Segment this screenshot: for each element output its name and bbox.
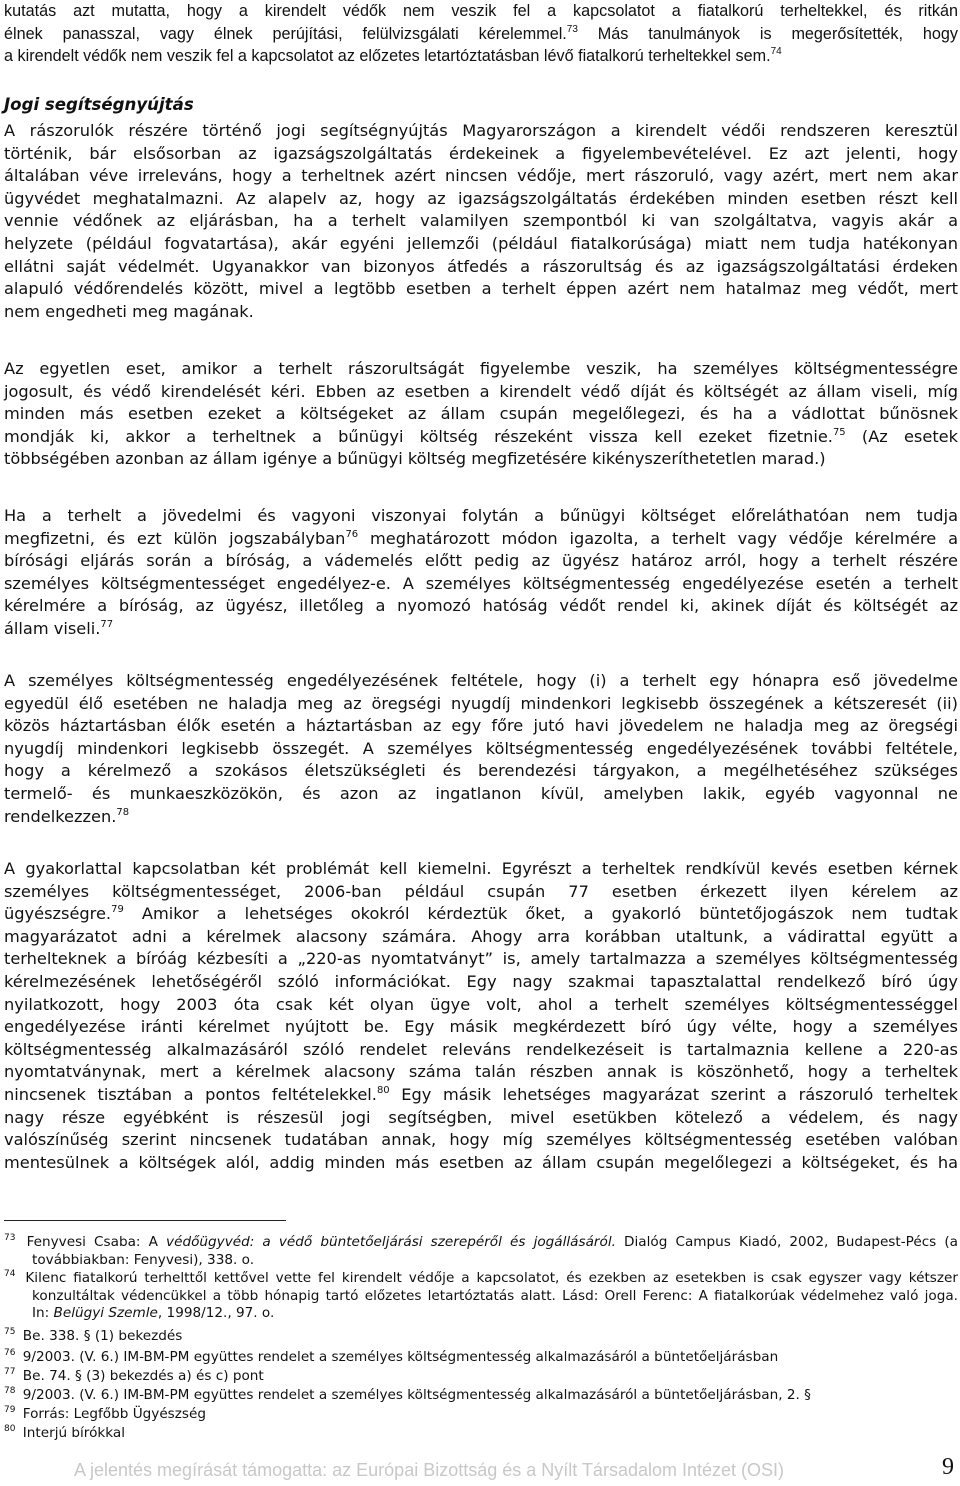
section-heading: Jogi segítségnyújtás [4,95,194,114]
text-line: ügyészségre.$^{79}$ Amikor a lehetséges okokról kérdeztük őket, a gyakorló büntetőjogászok nem tudtak [4,904,958,924]
text-line: terhelteknek a bíróág kézbesíti a „220-as nyomtatványt” is, amely tartalmazza a személyes költségmentesség [4,949,958,969]
text-line: magyarázatot adni a kérelmek alacsony számára. Ahogy arra korábban utaltunk, a vádirattal együtt a [4,926,958,946]
text-line: személyes költségmentességet engedélyez-e. A személyes költségmentesség engedélyezése esetén a terhelt [4,573,958,593]
text-line: rendelkezzen.$^{78}$ [4,806,130,826]
footnote-ref-76[interactable]: 76 [345,528,359,540]
text-line: nem engedheti meg magának. [4,301,254,321]
paragraph-practice-problems [4,858,958,1174]
text-line: A gyakorlattal kapcsolatban két problémát kell kiemelni. Egyrészt a terheltek rendkívül kevés esetben kérnek [4,859,958,878]
intro-paragraph [4,0,958,68]
footnote-76: $^{76}$ 9/2003. (V. 6.) IM-BM-PM együttes rendelet a személyes költségmentesség alkalmazásáról a büntetőeljárásban [4,1348,779,1365]
text-line: engedélyezése iránti kérelmet nyújtott be. Egy másik megkérdezett bíró úgy vélte, hogy a személyes [4,1017,958,1037]
footnote-line: konzultáltak védencükkel a több hónapig tartó előzetes letartóztatás alatt. Lásd: Orell Ferenc: A fiatalkorúak védelmehez való joga. [32,1287,958,1304]
page-number: 9 [942,1454,954,1480]
text-line: nyugdíj mindenkori legkisebb összegét. A személyes költségmentesség engedélyezésének további feltétele, [4,738,958,758]
text-line: többségében azonban az állam igénye a bűnügyi költség megfizetésére kikényszeríthetetlen marad.) [4,449,826,469]
footnote-77: $^{77}$ Be. 74. § (3) bekezdés a) és c) pont [4,1367,264,1384]
text-line: A személyes költségmentesség engedélyezésének feltétele, hogy (i) a terhelt egy hónapra eső jövedelme [4,671,958,690]
text-line: állam viseli.$^{77}$ [4,618,114,638]
paragraph-income-conditions [4,505,958,641]
text-line: vennie védőnek az eljárásban, ha a terhelt valamilyen szempontból ki van szolgáltatva, vagyis akár a [4,211,958,231]
text-line: költségmentesség alkalmazásáról szóló rendelet releváns rendelkezéseit is tartalmaznia kellene a 220-as [4,1039,958,1059]
text-line: megfizetni, és ezt külön jogszabályban$^{76}$ meghatározott módon igazolta, a terhelt vagy védője kérelmére a [4,528,959,548]
footer-credit: A jelentés megírását támogatta: az Európai Bizottság és a Nyílt Társadalom Intézet (OSI) [74,1460,785,1480]
text-line: mondják ki, akkor a terheltnek a bűnügyi költség részeként vissza kell ezeket fizetnie.$^{75}$ (Az esetek [4,426,959,446]
text-line: A rászorulók részére történő jogi segítségnyújtás Magyarországon a kirendelt védői rendszeren keresztül [4,121,958,140]
footnote-ref-79[interactable]: 79 [111,904,124,916]
footnote-line: $^{73}$ Fenyvesi Csaba: A védőügyvéd: a védő büntetőeljárási szerepéről és jogállásáról. Dialóg Campus Kiadó, 2002, Budapest-Pécs (a [4,1233,959,1250]
text-line: Az egyetlen eset, amikor a terhelt rászorultságát figyelembe veszik, ha személyes költségmentességre [4,359,958,378]
text-line: termelő- és munkaeszközökön, és azon az ingatlanon kívül, amelyben lakik, egyéb vagyonnal ne [4,783,958,803]
text-line: valószínűség szerint nincsenek tudatában annak, hogy míg személyes költségmentesség esetében valóban [4,1130,958,1150]
text-line: személyes költségmentességet, 2006-ban például csupán 77 esetben érkezett ilyen kérelem az [4,881,958,901]
footnote-78: $^{78}$ 9/2003. (V. 6.) IM-BM-PM együttes rendelet a személyes költségmentesség alkalmazásáról a büntetőeljárásban, 2. § [4,1386,811,1403]
text-line: ügyvédet meghatalmazni. Az alapelv az, hogy az igazságszolgáltatás érdekében minden esetben részt kell [4,188,958,208]
text-line: kérelmezésének lehetőségéről szóló információkat. Egy nagy szakmai tapasztalattal rendelkező bíró úgy [4,971,958,991]
footnote-79: $^{79}$ Forrás: Legfőbb Ügyészség [4,1405,206,1422]
text-line: jogosult, és védő kirendelését kéri. Ebben az esetben a kirendelt védő díját és költségét az állam viseli, míg [4,381,958,401]
footnote-ref-74[interactable]: 74 [770,46,782,58]
footnote-line: továbbiakban: Fenyvesi), 338. o. [32,1251,255,1268]
footnote-74 [4,1270,958,1323]
text-line: bírósági eljárás során a bíróság, a vádemelés előtt pedig az ügyész határoz arról, hogy a terhelt részére [4,551,958,571]
footnote-ref-75[interactable]: 75 [832,426,846,438]
footnote-line: In: Belügyi Szemle, 1998/12., 97. o. [32,1305,275,1322]
text-line: nagy része egyébként is részesül jogi segítségben, mivel esetükben kötelező a védelem, és nagy [4,1107,958,1127]
text-line: nyomtatványnak, mert a kérelmek alacsony száma talán részben annak is köszönhető, hogy a terheltek [4,1062,958,1082]
text-line: kutatás azt mutatta, hogy a kirendelt védők nem veszik fel a kapcsolatot a fiatalkorú terheltekkel, és ritkán [4,2,958,20]
text-line: egyedül élő esetében ne haladja meg az öregségi nyugdíj mindenkori legkisebb összegének a kétszeresét (ii) [4,693,958,713]
text-line: történik, bár elsősorban az igazságszolgáltatás érdekeinek a figyelembevételével. Ez azt jelenti, hogy [4,143,958,163]
footnote-ref-73[interactable]: 73 [566,23,578,35]
footnote-80: $^{80}$ Interjú bírókkal [4,1424,126,1441]
text-line: hogy a kérelmező a szokásos életszükségleti és berendezési tárgyakon, a megélhetéséhez szükséges [4,761,958,781]
footnote-ref-77[interactable]: 77 [100,618,114,630]
paragraph-cost-exemption [4,358,958,471]
footnote-73 [4,1234,958,1269]
paragraph-legal-aid [4,120,958,323]
text-line: Ha a terhelt a jövedelmi és vagyoni viszonyai folytán a bűnügyi költséget előreláthatóan nem tudja [4,506,958,525]
text-line: nincsenek tisztában a pontos feltételekkel.$^{80}$ Egy másik lehetséges magyarázat szerint a rászoruló terheltek [4,1084,958,1104]
text-line: általában véve irreleváns, hogy a terheltnek azért nincsen védője, mert rászoruló, vagy azért, mert nem akar [4,166,958,186]
text-line: kérelmére a bíróság, az ügyész, illetőleg a nyomozó hatóság védőt rendel ki, akinek díját és költségét az [4,596,958,616]
text-line: ellátni saját védelmét. Ugyanakkor van bizonyos átfedés a rászorultság és az igazságszolgáltatási érdeken [4,256,958,276]
text-line: közös háztartásban élők esetén a háztartásban az egy főre jutó havi jövedelem ne haladja meg az öregségi [4,716,958,736]
text-line: mentesülnek a költségek alól, addig minden más esetben az állam csupán megelőlegezi a költségeket, és ha [4,1152,958,1172]
text-line: helyzete (például fogvatartása), akár egyéni jellemzői (például fiatalkorúsága) miatt nem tudja hatékonyan [4,233,958,253]
footnote-separator [4,1220,286,1221]
footnote-line: $^{74}$ Kilenc fiatalkorú terhelttől kettővel vette fel kirendelt védője a kapcsolatot, és ezekben az esetekben is csak egyszer vagy kétszer [4,1269,958,1286]
footnote-75: $^{75}$ Be. 338. § (1) bekezdés [4,1327,183,1344]
text-line: nyilatkozott, hogy 2003 óta csak két olyan ügye volt, ahol a terhelt személyes költségmentességgel [4,994,958,1014]
paragraph-eligibility [4,670,958,828]
text-line: minden más esetben ezeket a költségeket az állam csupán megelőlegezi, és ha a vádlottat bűnösnek [4,404,958,424]
footnote-ref-80[interactable]: 80 [376,1084,390,1096]
text-line: alapuló védőrendelés között, mivel a legtöbb esetben a terhelt éppen azért nem hatalmaz meg védőt, mert [4,279,958,299]
footnote-ref-78[interactable]: 78 [116,806,130,818]
text-line: a kirendelt védők nem veszik fel a kapcsolatot az előzetes letartóztatásban lévő fiatalkorú terheltekkel sem.$^{74}$ [4,46,782,66]
text-line: élnek panasszal, vagy élnek perújítási, felülvizsgálati kérelemmel.$^{73}$ Más tanulmányok is megerősítették, hogy [4,23,958,43]
